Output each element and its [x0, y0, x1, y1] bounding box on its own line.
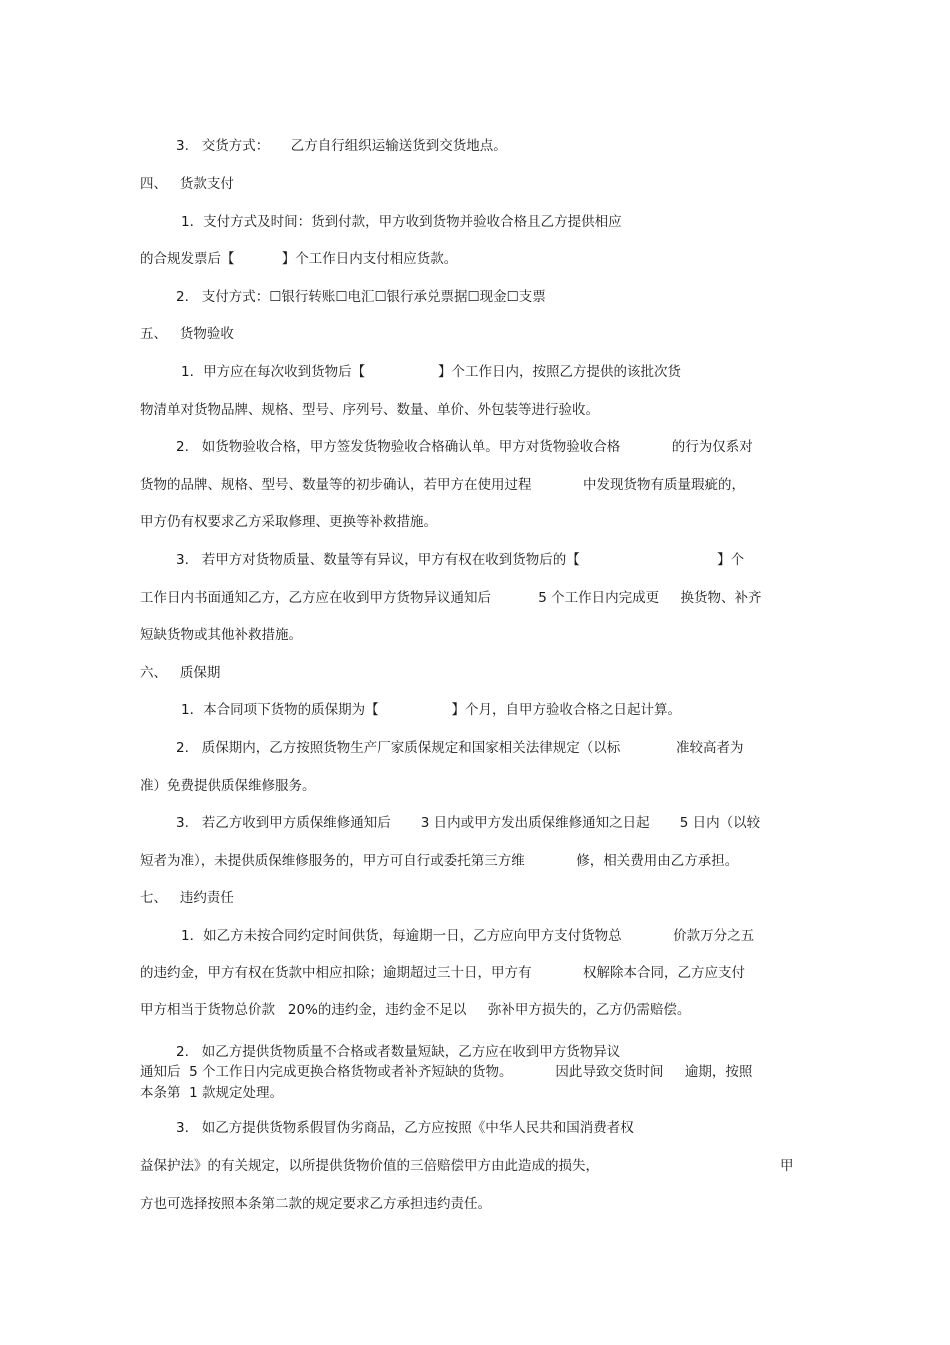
section-7-heading: 七、 违约责任	[140, 890, 234, 906]
paragraph-line: 的违约金，甲方有权在货款中相应扣除；逾期超过三十日，甲方有 权解除本合同，乙方应支付	[140, 965, 745, 981]
paragraph-line: 货物的品牌、规格、型号、数量等的初步确认，若甲方在使用过程 中发现货物有质量瑕疵的，	[140, 477, 745, 493]
paragraph-line: 2. 质保期内，乙方按照货物生产厂家质保规定和国家相关法律规定（以标 准较高者为	[176, 740, 744, 756]
paragraph-line: 3. 若乙方收到甲方质保维修通知后 3 日内或甲方发出质保维修通知之日起 5 日内（以较	[176, 815, 761, 831]
paragraph-line: 物清单对货物品牌、规格、型号、序列号、数量、单价、外包装等进行验收。	[140, 402, 599, 418]
paragraph-line: 的合规发票后【 】个工作日内支付相应货款。	[140, 251, 458, 267]
section-4-heading: 四、 货款支付	[140, 176, 234, 192]
paragraph-line: 3. 若甲方对货物质量、数量等有异议，甲方有权在收到货物后的【 】个	[176, 552, 745, 568]
paragraph-line: 2. 如乙方提供货物质量不合格或者数量短缺，乙方应在收到甲方货物异议	[176, 1044, 621, 1060]
paragraph-line-fragment: 甲	[780, 1158, 794, 1174]
paragraph-line: 本条第 1 款规定处理。	[140, 1085, 283, 1101]
paragraph-line: 3. 如乙方提供货物系假冒伪劣商品，乙方应按照《中华人民共和国消费者权	[176, 1120, 634, 1136]
section-6-heading: 六、 质保期	[140, 665, 221, 681]
paragraph-line: 1．如乙方未按合同约定时间供货，每逾期一日，乙方应向甲方支付货物总 价款万分之五	[181, 928, 755, 944]
paragraph-line: 甲方仍有权要求乙方采取修理、更换等补救措施。	[140, 514, 437, 530]
delivery-method-line: 3. 交货方式： 乙方自行组织运输送货到交货地点。	[176, 138, 507, 154]
payment-method-line: 2. 支付方式：☐银行转账☐电汇☐银行承兑票据☐现金☐支票	[176, 289, 546, 305]
paragraph-line: 方也可选择按照本条第二款的规定要求乙方承担违约责任。	[140, 1196, 491, 1212]
paragraph-line: 1．甲方应在每次收到货物后【 】个工作日内，按照乙方提供的该批次货	[181, 364, 682, 380]
paragraph-line: 1．本合同项下货物的质保期为【 】个月，自甲方验收合格之日起计算。	[181, 702, 682, 718]
paragraph-line: 短者为准），未提供质保维修服务的，甲方可自行或委托第三方维 修，相关费用由乙方承担。	[140, 853, 739, 869]
paragraph-line: 2. 如货物验收合格，甲方签发货物验收合格确认单。甲方对货物验收合格 的行为仅系对	[176, 439, 753, 455]
paragraph-line: 工作日内书面通知乙方，乙方应在收到甲方货物异议通知后 5 个工作日内完成更 换货物、补齐	[140, 590, 762, 606]
paragraph-line: 短缺货物或其他补救措施。	[140, 627, 302, 643]
paragraph-line: 准）免费提供质保维修服务。	[140, 778, 316, 794]
paragraph-line: 益保护法》的有关规定，以所提供货物价值的三倍赔偿甲方由此造成的损失，	[140, 1158, 599, 1174]
section-5-heading: 五、 货物验收	[140, 326, 234, 342]
paragraph-line: 1．支付方式及时间：货到付款，甲方收到货物并验收合格且乙方提供相应	[181, 214, 622, 230]
paragraph-line: 通知后 5 个工作日内完成更换合格货物或者补齐短缺的货物。 因此导致交货时间 逾期，按照	[140, 1064, 753, 1080]
paragraph-line: 甲方相当于货物总价款 20%的违约金，违约金不足以 弥补甲方损失的，乙方仍需赔偿。	[140, 1002, 691, 1018]
